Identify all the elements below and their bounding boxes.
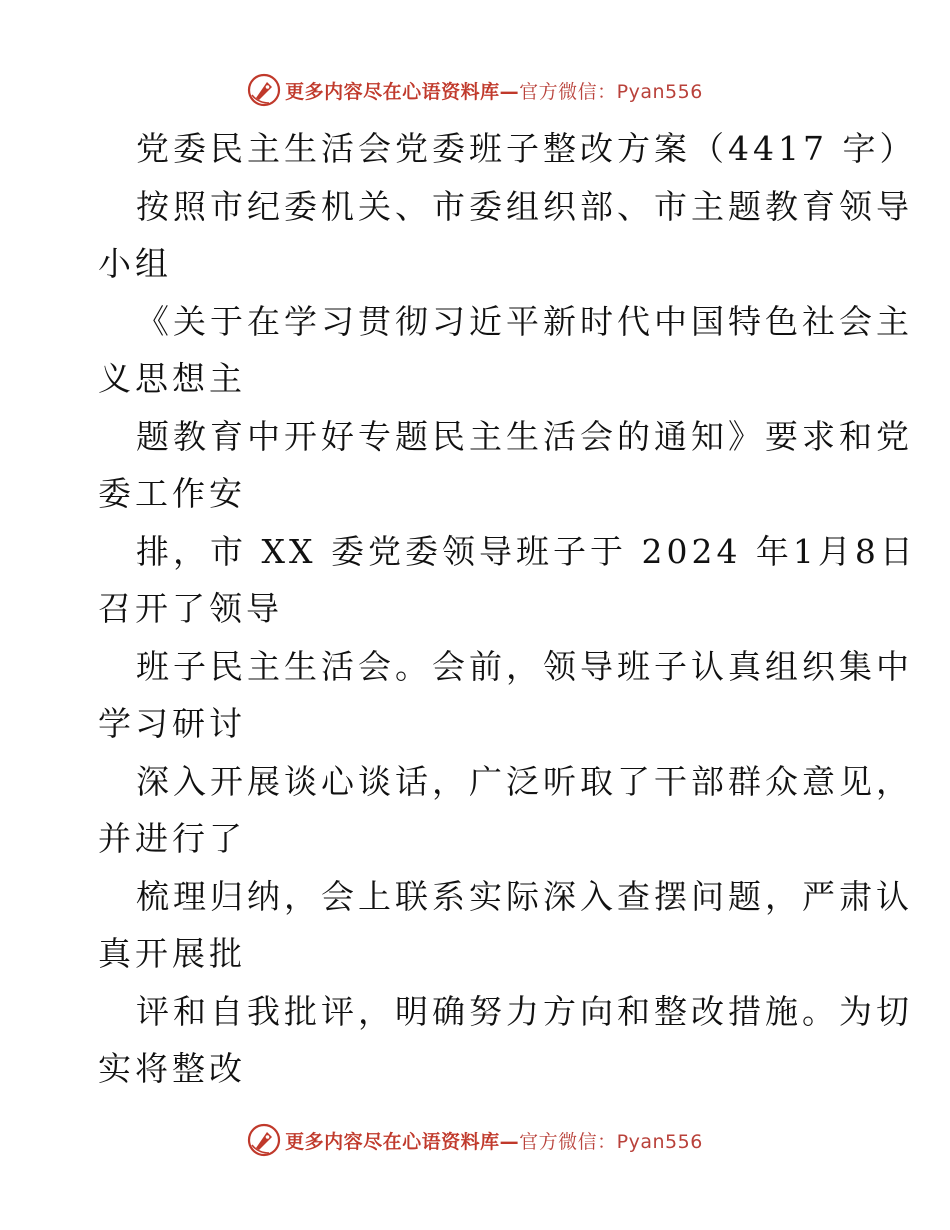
- banner-wechat-text: 官方微信：Pyan556: [519, 1130, 703, 1153]
- text-line: 梳理归纳，会上联系实际深入查摆问题，严肃认: [136, 876, 913, 916]
- header-banner: [0, 70, 950, 110]
- text-line: 《关于在学习贯彻习近平新时代中国特色社会主: [136, 301, 913, 341]
- text-line: 排，市 XX 委党委领导班子于 2024 年1月8日: [136, 531, 917, 571]
- text-line: 召开了领导: [98, 589, 283, 628]
- text-line: 深入开展谈心谈话，广泛听取了干部群众意见，: [136, 761, 913, 801]
- pen-nib-logo-icon: [247, 73, 281, 107]
- text-line: 并进行了: [98, 819, 246, 858]
- banner-text: [285, 77, 703, 104]
- text-line: 题教育中开好专题民主生活会的通知》要求和党: [136, 416, 913, 456]
- text-line: 学习研讨: [98, 704, 246, 743]
- text-line: 评和自我批评，明确努力方向和整改措施。为切: [136, 991, 913, 1031]
- text-line: 按照市纪委机关、市委组织部、市主题教育领导: [136, 186, 913, 226]
- text-line: 义思想主: [98, 359, 246, 398]
- text-line: 班子民主生活会。会前，领导班子认真组织集中: [136, 646, 913, 686]
- text-line: 小组: [98, 244, 172, 283]
- banner-main-text: 更多内容尽在心语资料库: [285, 80, 500, 103]
- banner-separator: —: [499, 1130, 520, 1153]
- text-line: 实将整改: [98, 1049, 246, 1088]
- banner-wechat-text: 官方微信：Pyan556: [519, 80, 703, 103]
- pen-nib-logo-icon: [247, 1123, 281, 1157]
- banner-text: [285, 1127, 703, 1154]
- footer-banner: [0, 1120, 950, 1160]
- banner-main-text: 更多内容尽在心语资料库: [285, 1130, 500, 1153]
- text-line: 委工作安: [98, 474, 246, 513]
- banner-separator: —: [499, 80, 520, 103]
- text-line: 党委民主生活会党委班子整改方案（4417 字）: [136, 129, 917, 168]
- document-body: [98, 120, 917, 1098]
- text-line: 真开展批: [98, 934, 246, 973]
